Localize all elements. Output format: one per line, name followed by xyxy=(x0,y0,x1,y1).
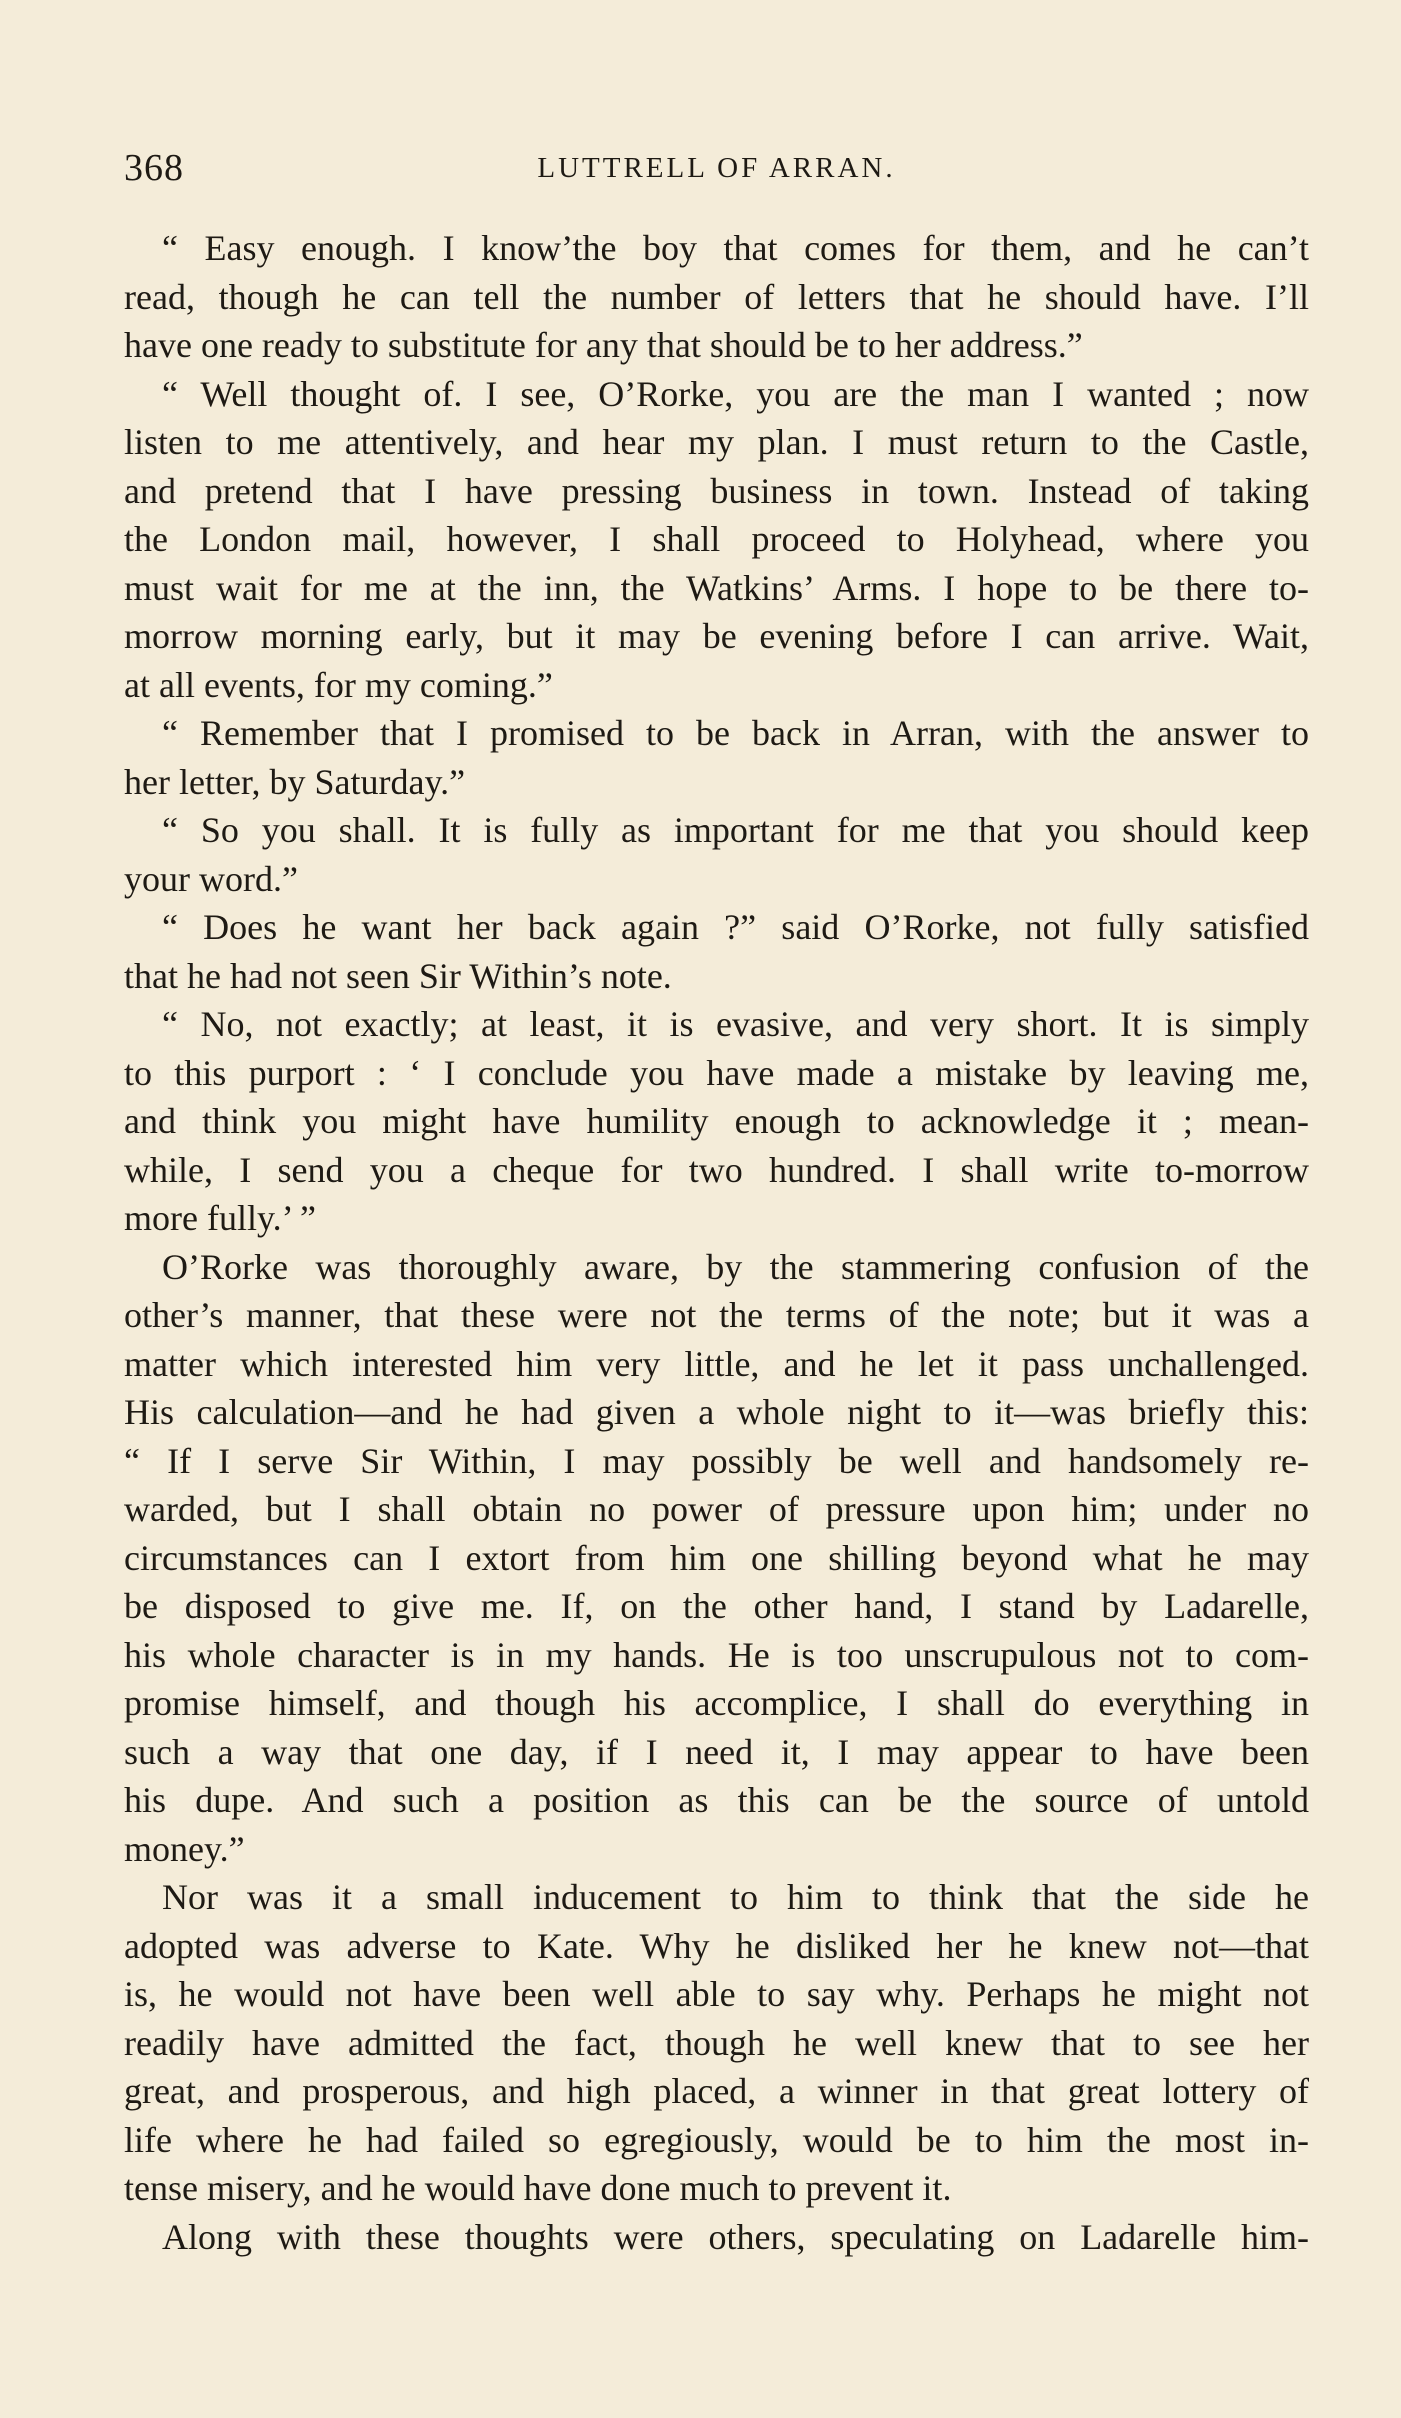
text-line: be disposed to give me. If, on the other hand, I stand by Ladarelle, xyxy=(124,1586,1309,1626)
text-line: Nor was it a small inducement to him to think that the side he xyxy=(162,1877,1309,1917)
text-line: “ No, not exactly; at least, it is evasive, and very short. It is simply xyxy=(162,1004,1309,1044)
text-line: readily have admitted the fact, though he well knew that to see her xyxy=(124,2022,1309,2063)
page-number: 368 xyxy=(124,147,184,189)
text-line: O’Rorke was thoroughly aware, by the stammering confusion of the xyxy=(162,1246,1309,1287)
text-line: the London mail, however, I shall proceed to Holyhead, where you xyxy=(124,519,1309,559)
text-line: great, and prosperous, and high placed, a winner in that great lottery of xyxy=(124,2071,1309,2111)
text-line: morrow morning early, but it may be evening before I can arrive. Wait, xyxy=(124,616,1309,656)
text-line: promise himself, and though his accomplice, I shall do everything in xyxy=(124,1683,1309,1723)
text-line: “ Easy enough. I know’the boy that comes for them, and he can’t xyxy=(162,228,1309,268)
text-line: money.” xyxy=(124,1828,245,1869)
text-line: “ So you shall. It is fully as important for me that you should keep xyxy=(162,810,1309,850)
text-line: His calculation—and he had given a whole night to it—was briefly this: xyxy=(124,1392,1309,1432)
text-line: read, though he can tell the number of letters that he should have. I’ll xyxy=(124,276,1309,317)
text-line: matter which interested him very little, and he let it pass unchallenged. xyxy=(124,1343,1309,1384)
page-header xyxy=(124,146,1309,192)
body-text xyxy=(124,224,1309,2261)
text-line: “ Remember that I promised to be back in Arran, with the answer to xyxy=(162,713,1309,753)
text-line: to this purport : ‘ I conclude you have made a mistake by leaving me, xyxy=(124,1052,1309,1093)
text-line: tense misery, and he would have done much to prevent it. xyxy=(124,2168,952,2208)
text-line: while, I send you a cheque for two hundred. I shall write to-morrow xyxy=(124,1149,1309,1190)
text-line: his whole character is in my hands. He is too unscrupulous not to com- xyxy=(124,1634,1309,1675)
text-line: “ Well thought of. I see, O’Rorke, you are the man I wanted ; now xyxy=(162,373,1309,414)
text-line: more fully.’ ” xyxy=(124,1198,316,1238)
text-line: at all events, for my coming.” xyxy=(124,664,553,705)
text-line: that he had not seen Sir Within’s note. xyxy=(124,955,672,996)
text-line: his dupe. And such a position as this can be the source of untold xyxy=(124,1780,1309,1820)
text-line: adopted was adverse to Kate. Why he disliked her he knew not—that xyxy=(124,1925,1309,1966)
text-line: and pretend that I have pressing business in town. Instead of taking xyxy=(124,470,1309,511)
text-line: warded, but I shall obtain no power of pressure upon him; under no xyxy=(124,1489,1309,1529)
text-line: her letter, by Saturday.” xyxy=(124,761,466,802)
text-line: circumstances can I extort from him one shilling beyond what he may xyxy=(124,1537,1309,1578)
text-line: have one ready to substitute for any that should be to her address.” xyxy=(124,325,1083,365)
text-line: is, he would not have been well able to say why. Perhaps he might not xyxy=(124,1974,1309,2014)
text-line: Along with these thoughts were others, speculating on Ladarelle him- xyxy=(162,2216,1309,2257)
text-line: listen to me attentively, and hear my plan. I must return to the Castle, xyxy=(124,422,1309,462)
text-line: your word.” xyxy=(124,858,298,899)
text-line: other’s manner, that these were not the terms of the note; but it was a xyxy=(124,1295,1309,1335)
running-head: LUTTRELL OF ARRAN. xyxy=(537,152,896,184)
text-line: must wait for me at the inn, the Watkins’ Arms. I hope to be there to- xyxy=(124,567,1309,608)
text-line: life where he had failed so egregiously, would be to him the most in- xyxy=(124,2119,1309,2160)
text-line: and think you might have humility enough to acknowledge it ; mean- xyxy=(124,1101,1309,1141)
text-line: “ Does he want her back again ?” said O’Rorke, not fully satisfied xyxy=(162,907,1309,947)
text-line: such a way that one day, if I need it, I may appear to have been xyxy=(124,1731,1309,1772)
text-line: “ If I serve Sir Within, I may possibly be well and handsomely re- xyxy=(124,1440,1309,1481)
